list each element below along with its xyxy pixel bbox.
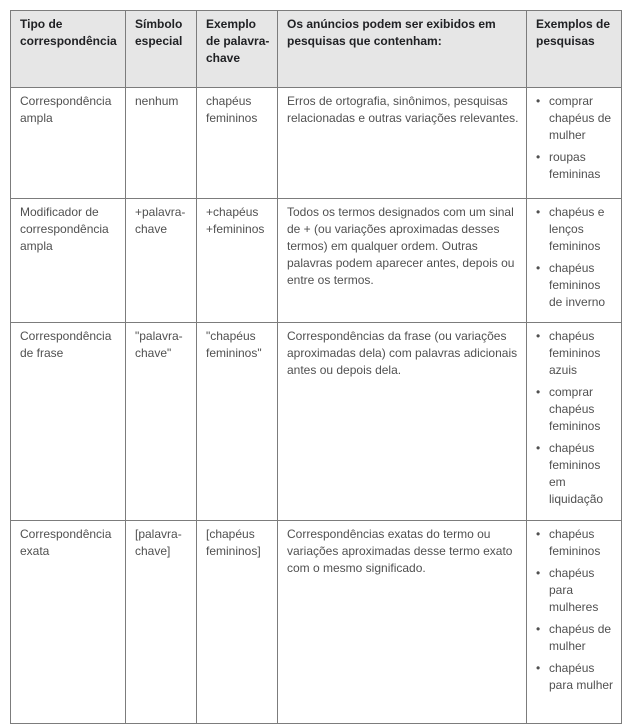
match-types-table — [10, 10, 622, 724]
list-item: • comprar chapéus femininos — [536, 384, 615, 435]
cell-examples — [527, 323, 622, 521]
cell-description: Erros de ortografia, sinônimos, pesquisas relacionadas e outras variações relevantes. — [278, 88, 527, 199]
header-special-symbol: Símbolo especial — [126, 11, 197, 88]
cell-symbol: "palavra-chave" — [126, 323, 197, 521]
cell-symbol: [palavra-chave] — [126, 521, 197, 724]
header-keyword-example: Exemplo de palavra-chave — [197, 11, 278, 88]
match-types-table-container — [10, 10, 622, 724]
table-row — [11, 199, 622, 323]
list-item: • chapéus para mulheres — [536, 565, 615, 616]
header-search-examples: Exemplos de pesquisas — [527, 11, 622, 88]
list-item: • chapéus para mulher — [536, 660, 615, 694]
examples-list — [536, 93, 615, 183]
examples-list — [536, 526, 615, 694]
cell-description: Correspondências exatas do termo ou variações aproximadas desse termo exato com o mesmo significado. — [278, 521, 527, 724]
table-row — [11, 521, 622, 724]
list-item: • roupas femininas — [536, 149, 615, 183]
cell-keyword: "chapéus femininos" — [197, 323, 278, 521]
header-ad-shown-for: Os anúncios podem ser exibidos em pesquisas que contenham: — [278, 11, 527, 88]
cell-match-type: Correspondência exata — [11, 521, 126, 724]
list-item: • chapéus de mulher — [536, 621, 615, 655]
list-item: • chapéus femininos azuis — [536, 328, 615, 379]
table-header-row — [11, 11, 622, 88]
cell-description: Correspondências da frase (ou variações aproximadas dela) com palavras adicionais antes ou depois dela. — [278, 323, 527, 521]
cell-examples — [527, 521, 622, 724]
list-item: • chapéus femininos de inverno — [536, 260, 615, 311]
cell-examples — [527, 199, 622, 323]
cell-match-type: Correspondência de frase — [11, 323, 126, 521]
header-match-type: Tipo de correspondência — [11, 11, 126, 88]
cell-symbol: +palavra-chave — [126, 199, 197, 323]
cell-examples — [527, 88, 622, 199]
cell-symbol: nenhum — [126, 88, 197, 199]
cell-match-type: Correspondência ampla — [11, 88, 126, 199]
list-item: • chapéus e lenços femininos — [536, 204, 615, 255]
list-item: • chapéus femininos — [536, 526, 615, 560]
examples-list — [536, 328, 615, 508]
cell-keyword: +chapéus +femininos — [197, 199, 278, 323]
table-row — [11, 88, 622, 199]
table-row — [11, 323, 622, 521]
cell-description: Todos os termos designados com um sinal de + (ou variações aproximadas desses termos) em qualquer ordem. Outras palavras podem aparecer antes, depois ou entre os termos. — [278, 199, 527, 323]
list-item: • comprar chapéus de mulher — [536, 93, 615, 144]
cell-match-type: Modificador de correspondência ampla — [11, 199, 126, 323]
cell-keyword: [chapéus femininos] — [197, 521, 278, 724]
cell-keyword: chapéus femininos — [197, 88, 278, 199]
examples-list — [536, 204, 615, 311]
list-item: • chapéus femininos em liquidação — [536, 440, 615, 508]
